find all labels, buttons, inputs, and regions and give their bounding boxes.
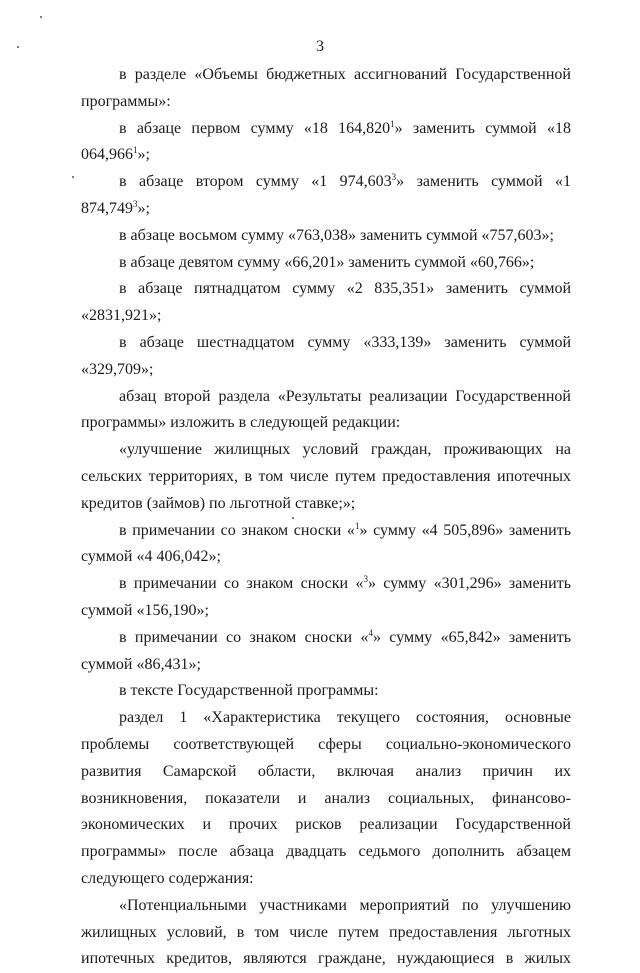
paragraph: в тексте Государственной программы: xyxy=(119,682,379,700)
footnote-mark: 3 xyxy=(363,574,368,585)
paragraph: в абзаце восьмом сумму «763,038» заменить суммой «757,603»; xyxy=(119,226,554,244)
footnote-mark: 3 xyxy=(133,198,138,209)
paragraph: «Потенциальными участниками мероприятий по улучшению жилищных условий, в том числе путем предоставления льготных ипотечных кредитов, являются граждане, нуждающиеся в жилых xyxy=(81,896,571,968)
paragraph: в абзаце пятнадцатом сумму «2 835,351» заменить суммой «2831,921»; xyxy=(81,280,571,325)
paragraph: в абзаце первом сумму «18 164,820$^1$» заменить суммой «18 064,966$^1$»; xyxy=(81,118,571,164)
scan-speck xyxy=(17,46,19,48)
paragraph: раздел 1 «Характеристика текущего состояния, основные проблемы соответствующей сферы социально-экономического развития Самарской области, включая анализ причин их возникновения, показатели и анализ социальных, финансово-экономических и прочих рисков реализации Государственной программы» после абзаца двадцать седьмого дополнить абзацем следующего содержания: xyxy=(81,709,571,887)
paragraph: в примечании со знаком сноски «$^1$» сумму «4 505,896» заменить суммой «4 406,042»; xyxy=(81,520,571,566)
paragraph: в абзаце втором сумму «1 974,603$^3$» заменить суммой «1 874,749$^3$»; xyxy=(81,172,571,217)
footnote-mark: 1 xyxy=(133,145,138,156)
paragraph: «улучшение жилищных условий граждан, проживающих на сельских территориях, в том числе путем предоставления ипотечных кредитов (займов) по льготной ставке;»; xyxy=(81,441,571,512)
scan-speck xyxy=(72,176,74,178)
footnote-mark: 3 xyxy=(391,172,397,183)
paragraph: в абзаце девятом сумму «66,201» заменить суммой «60,766»; xyxy=(119,253,535,271)
footnote-mark: 1 xyxy=(390,118,395,129)
paragraph: в примечании со знаком сноски «$^3$» сумму «301,296» заменить суммой «156,190»; xyxy=(81,574,571,619)
paragraph: в разделе «Объемы бюджетных ассигнований Государственной программы»: xyxy=(81,66,571,110)
scan-speck xyxy=(40,16,42,18)
paragraph: в примечании со знаком сноски «$^4$» сумму «65,842» заменить суммой «86,431»; xyxy=(81,627,571,673)
paragraph: абзац второй раздела «Результаты реализации Государственной программы» изложить в следующей редакции: xyxy=(81,387,571,432)
document-body xyxy=(81,62,571,973)
page-number: 3 xyxy=(316,38,324,55)
footnote-mark: 4 xyxy=(368,627,373,638)
footnote-mark: 1 xyxy=(354,520,360,531)
paragraph: в абзаце шестнадцатом сумму «333,139» заменить суммой «329,709»; xyxy=(81,333,571,378)
